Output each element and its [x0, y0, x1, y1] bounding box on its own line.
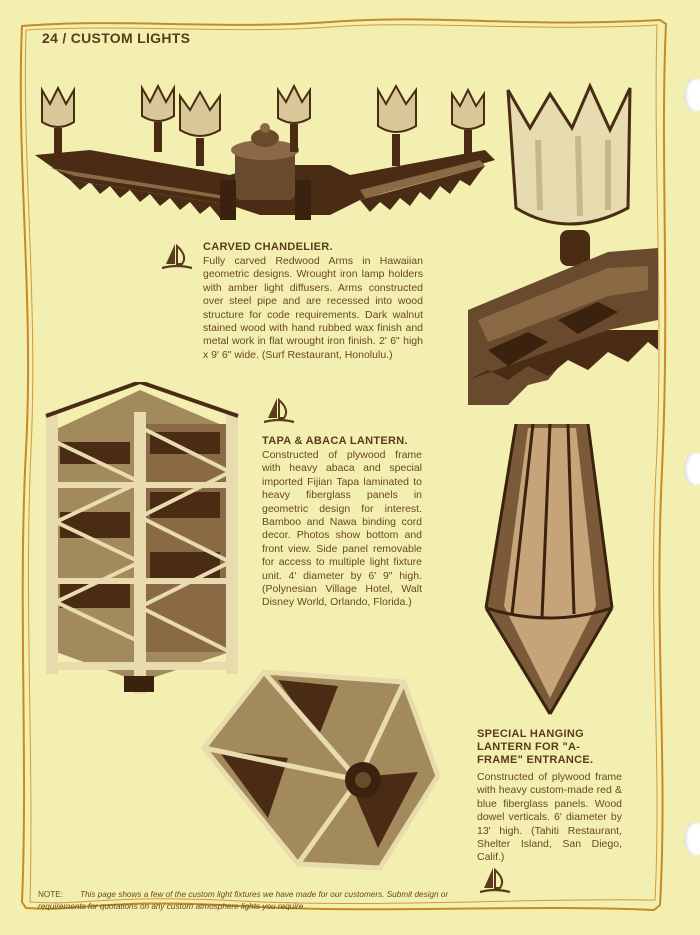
chandelier-detail-photo [468, 80, 660, 405]
tapa-lantern-bottom-photo [198, 668, 443, 873]
tapa-lantern-body: Constructed of plywood frame with heavy abaca and special imported Fijian Tapa laminated to heavy fiberglass panels in geometric design for interest. Bamboo and Nawa binding cord decor. Photos show bottom and front view. Side panel removable for access to multiple light fixture unit. 4' diameter by 6' 9" high. (Polynesian Village Hotel, Walt Disney World, Orlando, Florida.) [262, 449, 422, 609]
note-text: This page shows a few of the custom light fixtures we have made for our customers. Submit design or requirements for quotations on any custom atmosphere lights you require. [38, 890, 449, 911]
note-label: NOTE: [38, 890, 64, 899]
binder-hole-top [684, 78, 700, 112]
chandelier-photo [30, 80, 500, 230]
chandelier-body: Fully carved Redwood Arms in Hawaiian geometric designs. Wrought iron lamp holders with amber light diffusers. Arms constructed over steel pipe and are recessed into wood structure for code requirements. Dark walnut stained wood with hand rubbed wax finish and metal work in flat wrought iron finish. 2' 6" high x 9' 6" wide. (Surf Restaurant, Honolulu.) [203, 255, 423, 361]
footer-note [38, 889, 488, 913]
hanging-lantern-body: Constructed of plywood frame with heavy custom-made red & blue fiberglass panels. Wood dowel verticals. 6' diameter by 13' high. (Tahiti Restaurant, Shelter Island, San Diego, Calif.) [477, 771, 622, 864]
tapa-lantern-photo [40, 382, 250, 704]
tapa-lantern-description [262, 435, 422, 610]
hanging-lantern-photo [478, 418, 623, 718]
binder-hole-bottom [684, 822, 700, 856]
chandelier-description [203, 241, 423, 362]
hanging-lantern-description [477, 728, 622, 865]
tapa-lantern-title: TAPA & ABACA LANTERN. [262, 435, 408, 447]
sailboat-logo-icon [160, 242, 194, 274]
sailboat-logo-icon [262, 396, 296, 428]
hanging-lantern-title: SPECIAL HANGING LANTERN FOR "A-FRAME" ENTRANCE. [477, 728, 594, 766]
chandelier-title: CARVED CHANDELIER. [203, 241, 333, 253]
page-header: 24 / CUSTOM LIGHTS [42, 30, 191, 46]
binder-hole-middle [684, 452, 700, 486]
